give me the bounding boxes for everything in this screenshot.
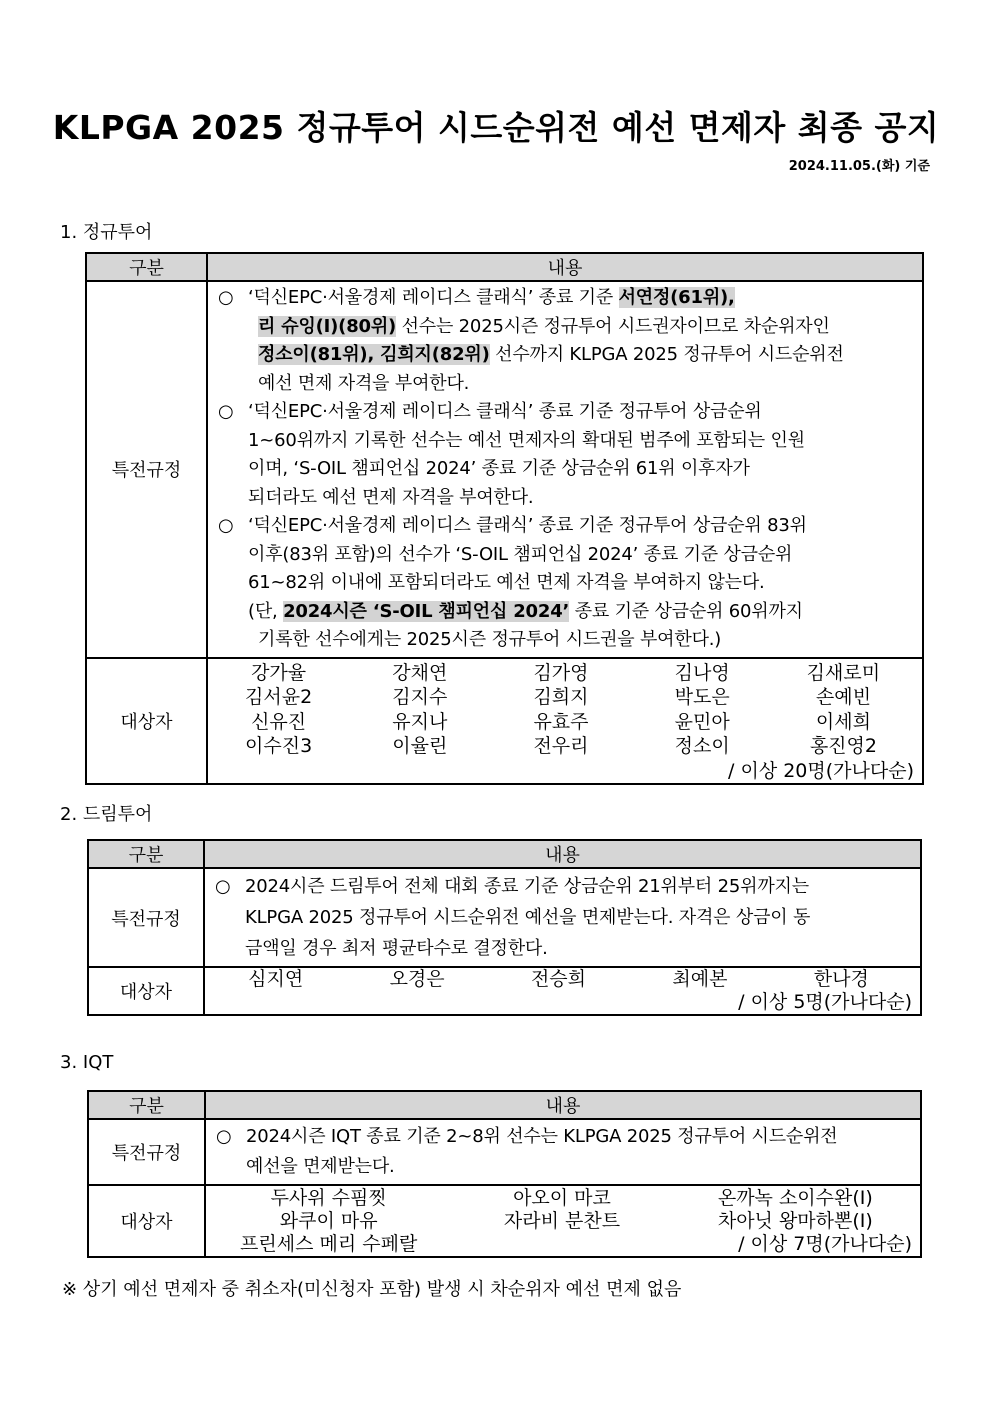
rule-paragraph-1: ○ ‘덕신EPC·서울경제 레이디스 클래식’ 종료 기준 서연정(61위), 리 슈잉(I)(80위) 선수는 2025시즌 정규투어 시드권자이므로 차순위자인 정소이(81위), 김희지(82위) 선수까지 KLPGA 2025 정규투어 시드순위전 예선 면제 자격을 부여한다.	[218, 284, 916, 398]
player-name: 두사위 수핌찟	[270, 1186, 387, 1209]
rules-row	[88, 1119, 921, 1185]
player-name: 강채연	[392, 661, 448, 684]
table-header-row	[88, 1091, 921, 1119]
page-title: KLPGA 2025 정규투어 시드순위전 예선 면제자 최종 공지	[52, 108, 940, 147]
header-category: 구분	[88, 1091, 205, 1119]
rule-paragraph-1: ○ 2024시즌 IQT 종료 기준 2~8위 선수는 KLPGA 2025 정규투어 시드순위전 예선을 면제받는다.	[216, 1122, 914, 1182]
table-header-row	[88, 840, 921, 868]
player-name: 이율린	[392, 735, 448, 757]
player-name: 윤민아	[674, 710, 730, 733]
player-name: 김나영	[674, 661, 730, 684]
circle-bullet-icon: ○	[218, 401, 234, 422]
player-name: 김가영	[533, 661, 589, 684]
rules-content	[205, 1119, 921, 1185]
name-list	[208, 661, 914, 759]
section-1-table	[85, 252, 924, 785]
rule-paragraph-3: ○ ‘덕신EPC·서울경제 레이디스 클래식’ 종료 기준 정규투어 상금순위 83위 이후(83위 포함)의 선수가 ‘S-OIL 챔피언십 2024’ 종료 기준 상금순위 61~82위 이내에 포함되더라도 예선 면제 자격을 부여하지 않는다. (단, 2024시즌 ‘S-OIL 챔피언십 2024’ 종료 기준 상금순위 60위까지 기록한 선수에게는 2025시즌 정규투어 시드권을 부여한다.)	[218, 512, 916, 655]
rules-content	[207, 281, 923, 658]
table-header-row	[86, 253, 923, 281]
player-name: 와쿠이 마유	[279, 1209, 378, 1232]
player-name: 프린세스 메리 수페랄	[240, 1232, 418, 1255]
player-name: 오경은	[389, 968, 445, 990]
targets-label: 대상자	[88, 967, 204, 1015]
circle-bullet-icon: ○	[216, 1126, 232, 1147]
player-name: 박도은	[674, 686, 730, 708]
section-2-heading: 2. 드림투어	[60, 804, 153, 825]
player-name: 손예빈	[815, 686, 871, 708]
player-name: 전우리	[533, 735, 589, 757]
header-content: 내용	[207, 253, 923, 281]
player-name: 김지수	[392, 686, 448, 708]
player-name: 김희지	[533, 686, 589, 708]
highlight-name: 서연정(61위),	[618, 287, 735, 308]
rules-row	[86, 281, 923, 658]
player-name: 이세희	[815, 710, 871, 733]
section-3-heading: 3. IQT	[60, 1052, 114, 1073]
targets-label: 대상자	[86, 658, 207, 784]
circle-bullet-icon: ○	[218, 515, 234, 536]
reference-date: 2024.11.05.(화) 기준	[788, 159, 930, 174]
player-name: 김새로미	[806, 661, 881, 684]
highlight-name: 리 슈잉(I)(80위)	[258, 315, 397, 337]
footnote: ※ 상기 예선 면제자 중 취소자(미신청자 포함) 발생 시 차순위자 예선 면제 없음	[62, 1279, 682, 1300]
targets-row	[88, 967, 921, 1015]
header-content: 내용	[205, 1091, 921, 1119]
rules-label: 특전규정	[88, 1119, 205, 1185]
name-list	[212, 1187, 912, 1256]
rules-label: 특전규정	[86, 281, 207, 658]
rule-paragraph-1: ○ 2024시즌 드림투어 전체 대회 종료 기준 상금순위 21위부터 25위까지는 KLPGA 2025 정규투어 시드순위전 예선을 면제받는다. 자격은 상금이 동 금액일 경우 최저 평균타수로 결정한다.	[215, 871, 914, 964]
player-name: 최예본	[672, 968, 728, 990]
targets-row	[88, 1185, 921, 1257]
highlight-name: 정소이(81위), 김희지(82위)	[258, 344, 490, 365]
player-name: 정소이	[674, 735, 730, 757]
header-category: 구분	[86, 253, 207, 281]
section-3-table	[87, 1090, 922, 1258]
player-name: 전승희	[530, 968, 587, 990]
count-note: / 이상 7명(가나다순)	[738, 1232, 912, 1255]
targets-content	[207, 658, 923, 784]
player-name: 유지나	[392, 710, 448, 733]
rule-paragraph-2: ○ ‘덕신EPC·서울경제 레이디스 클래식’ 종료 기준 정규투어 상금순위 1~60위까지 기록한 선수는 예선 면제자의 확대된 범주에 포함되는 인원 이며, ‘S-OIL 챔피언십 2024’ 종료 기준 상금순위 61위 이후자가 되더라도 예선 면제 자격을 부여한다.	[218, 398, 916, 512]
rules-row	[88, 868, 921, 967]
targets-row	[86, 658, 923, 784]
player-name: 아오이 마코	[513, 1186, 611, 1209]
targets-content	[205, 1185, 921, 1257]
player-name: 유효주	[533, 710, 589, 733]
circle-bullet-icon: ○	[218, 287, 234, 308]
player-name: 신유진	[251, 710, 307, 733]
highlight-event: 2024시즌 ‘S-OIL 챔피언십 2024’	[283, 600, 570, 622]
rules-content	[204, 868, 921, 967]
player-name: 이수진3	[245, 735, 313, 757]
circle-bullet-icon: ○	[215, 876, 231, 897]
rules-label: 특전규정	[88, 868, 204, 967]
targets-content	[204, 967, 921, 1015]
player-name: 자라비 분찬트	[503, 1209, 621, 1232]
player-name: 차아닛 왕마하뽄(I)	[717, 1209, 873, 1232]
header-category: 구분	[88, 840, 204, 868]
targets-label: 대상자	[88, 1185, 205, 1257]
section-2-table	[87, 839, 922, 1016]
player-name: 김서윤2	[245, 686, 313, 708]
player-name: 강가율	[251, 661, 307, 684]
player-name: 홍진영2	[809, 735, 877, 757]
player-name: 온까녹 소이수완(I)	[717, 1186, 873, 1209]
name-list	[205, 968, 912, 990]
count-note: / 이상 5명(가나다순)	[738, 991, 912, 1013]
section-1-heading: 1. 정규투어	[60, 222, 153, 243]
count-note: / 이상 20명(가나다순)	[728, 759, 914, 782]
header-content: 내용	[204, 840, 921, 868]
player-name: 심지연	[248, 968, 304, 990]
player-name: 한나경	[813, 968, 869, 990]
